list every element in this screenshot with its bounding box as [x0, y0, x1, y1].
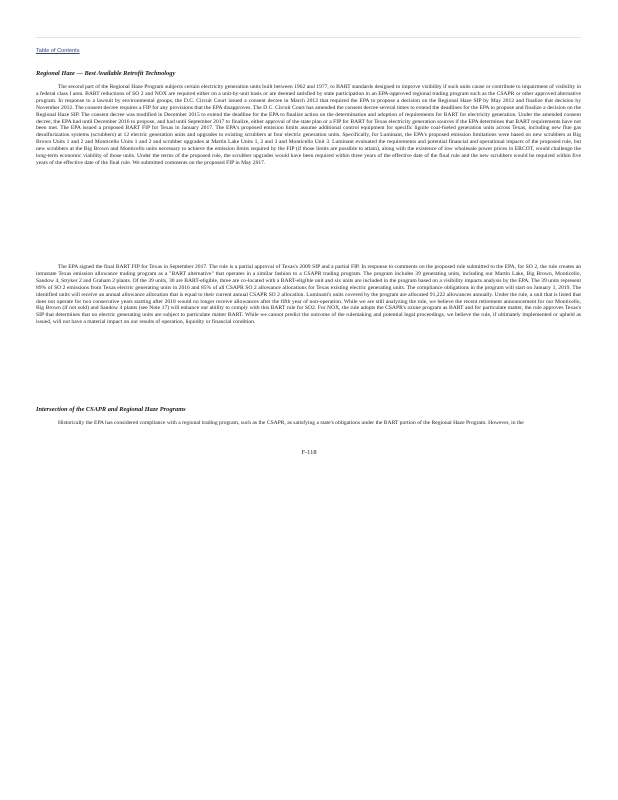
section-heading-regional-haze: Regional Haze — Best Available Retrofit Technology	[36, 70, 176, 77]
page-number: F-118	[301, 449, 317, 456]
paragraph-regional-haze-2	[36, 264, 581, 326]
paragraph-text: Historically the EPA has considered compliance with a regional trading program, such as the CSAPR, as satisfying a state's obligations under the BART portion of the Regional Haze Program. However, in the	[58, 420, 524, 426]
paragraph-intersection-1	[36, 420, 581, 427]
table-of-contents-link[interactable]: Table of Contents	[36, 48, 80, 54]
paragraph-text: The second part of the Regional Haze Program subjects certain electricity generation units built between 1962 and 1977, to BART standards designed to improve visibility if such units cause or contribute to impairment of visibility in a federal class I area. BART reductions of SO 2 and NOX are required either on a unit-by-unit basis or are deemed satisfied by state participation in an EPA-approved regional trading program such as the CSAPR or other approved alternative program. In response to a lawsuit by environmental groups, the D.C. Circuit Court issued a consent decree in March 2012 that required the EPA to propose a decision on the Regional Haze SIP by May 2012 and finalize that decision by November 2012. The consent decree requires a FIP for any provisions that the EPA disapproves. The D.C. Circuit Court has amended the consent decree several times to extend the deadlines for the EPA to propose and finalize a decision on the Regional Haze SIP. The consent decree was modified in December 2015 to extend the deadline for the EPA to finalize action on the determination and adoption of requirements for BART for electricity generation. Under the amended consent decree, the EPA had until December 2016 to propose, and had until September 2017 to finalize, either approval of the state plan or a FIP for BART for Texas electricity generation sources if the EPA determines that BART requirements have not been met. The EPA issued a proposed BART FIP for Texas in January 2017. The EPA's proposed emission limits assume additional control equipment for specific lignite coal-fueled generation units across Texas, including new flue gas desulfurization systems (scrubbers) at 12 electric generation units and upgrades to existing scrubbers at four electric generation units. Specifically, for Luminant, the EPA's proposed emission limitations were based on new scrubbers at Big Brown Units 1 and 2 and Monticello Units 1 and 2 and scrubber upgrades at Martin Lake Units 1, 2 and 3 and Monticello Unit 3. Luminant evaluated the requirements and potential financial and operational impacts of the proposed rule, but new scrubbers at the Big Brown and Monticello units necessary to achieve the emission limits required by the FIP (if those limits are possible to attain), along with the existence of low wholesale power prices in ERCOT, would challenge the long-term economic viability of those units. Under the terms of the proposed rule, the scrubber upgrades would have been required within three years of the effective date of the final rule and the new scrubbers would be required within five years of the effective date of the final rule. We submitted comments on the proposed FIP in May 2017.	[36, 84, 581, 166]
paragraph-text: The EPA signed the final BART FIP for Texas in September 2017. The rule is a partial approval of Texas's 2009 SIP and a partial FIP. In response to comments on the proposed rule submitted to the EPA, for SO 2, the rule creates an intrastate Texas emission allowance trading program as a "BART alternative" that operates in a similar fashion to a CSAPR trading program. The program includes 39 generating units, including our Martin Lake, Big Brown, Monticello, Sandow 4, Stryker 2 and Graham 2 plants. Of the 39 units, 30 are BART-eligible, three are co-located with a BART-eligible unit and six units are included in the program based on a visibility impacts analysis by the EPA. The 39 units represent 89% of SO 2 emissions from Texas electric generating units in 2016 and 85% of all CSAPR SO 2 allowance allocations for Texas existing electric generating units. The compliance obligations in the program will start on January 1, 2019. The identified units will receive an annual allowance allocation that is equal to their current annual CSAPR SO 2 allocation. Luminant's units covered by the program are allocated 91,222 allowances annually. Under the rule, a unit that is listed that does not operate for two consecutive years starting after 2018 would no longer receive allowances after the fifth year of non-operation. While we are still analyzing the rule, we believe the recent retirement announcement for our Monticello, Big Brown (if not sold) and Sandow 4 plants (see Note 17) will enhance our ability to comply with this BART rule for SO2. For NOX, the rule adopts the CSAPR's ozone program as BART and for particulate matter, the rule approves Texas's SIP that determines that no electric generating units are subject to particulate matter BART. While we cannot predict the outcome of the rulemaking and potential legal proceedings, we believe the rule, if ultimately implemented or upheld as issued, will not have a material impact on our results of operation, liquidity or financial condition.	[36, 264, 581, 326]
paragraph-regional-haze-1	[36, 84, 581, 167]
header-rule	[36, 37, 581, 38]
section-heading-intersection: Intersection of the CSAPR and Regional Haze Programs	[36, 406, 186, 413]
